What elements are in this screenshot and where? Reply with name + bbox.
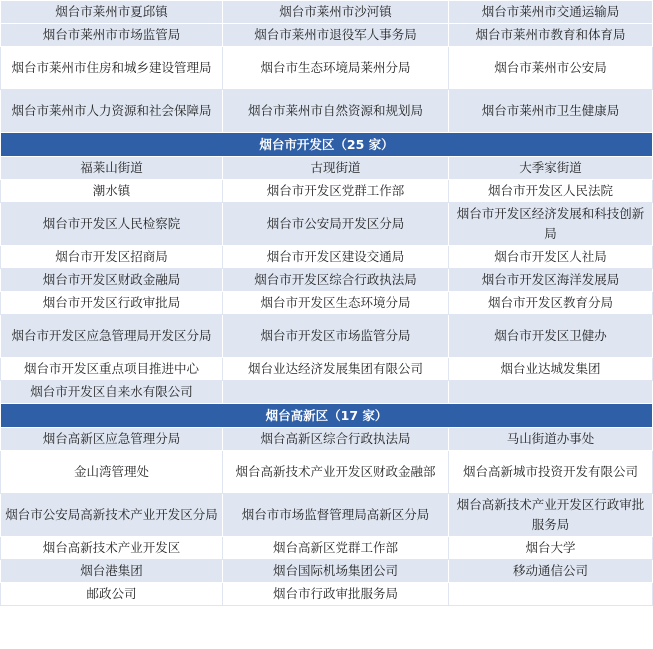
table-cell: 烟台市开发区建设交通局 [223, 246, 449, 269]
table-cell: 烟台市莱州市市场监管局 [1, 24, 223, 47]
table-cell: 烟台市市场监督管理局高新区分局 [223, 494, 449, 537]
table-row [1, 583, 653, 606]
table-cell: 金山湾管理处 [1, 451, 223, 494]
table-cell: 烟台市公安局高新技术产业开发区分局 [1, 494, 223, 537]
table-row [1, 381, 653, 404]
table-row [1, 203, 653, 246]
table-cell [449, 381, 653, 404]
table-cell: 烟台市莱州市退役军人事务局 [223, 24, 449, 47]
table-cell: 邮政公司 [1, 583, 223, 606]
table-row [1, 157, 653, 180]
table-row [1, 560, 653, 583]
table-cell: 烟台市莱州市夏邱镇 [1, 1, 223, 24]
table-cell: 烟台市莱州市教育和体育局 [449, 24, 653, 47]
table-cell: 烟台市开发区招商局 [1, 246, 223, 269]
table-row [1, 315, 653, 358]
table-cell: 古现街道 [223, 157, 449, 180]
table-cell: 烟台大学 [449, 537, 653, 560]
table-cell: 烟台市开发区行政审批局 [1, 292, 223, 315]
table-row [1, 24, 653, 47]
table-cell: 烟台市开发区人社局 [449, 246, 653, 269]
table-cell: 大季家街道 [449, 157, 653, 180]
table-cell: 烟台高新城市投资开发有限公司 [449, 451, 653, 494]
table-cell [223, 381, 449, 404]
table-cell: 烟台国际机场集团公司 [223, 560, 449, 583]
table-cell: 烟台市莱州市交通运输局 [449, 1, 653, 24]
table-row [1, 358, 653, 381]
table-cell: 烟台市开发区财政金融局 [1, 269, 223, 292]
table-cell: 烟台市莱州市自然资源和规划局 [223, 90, 449, 133]
table-cell: 烟台市开发区自来水有限公司 [1, 381, 223, 404]
table-cell: 烟台市开发区海洋发展局 [449, 269, 653, 292]
table-cell: 福莱山街道 [1, 157, 223, 180]
table-cell [449, 583, 653, 606]
table-cell: 烟台市开发区人民检察院 [1, 203, 223, 246]
table-cell: 烟台业达经济发展集团有限公司 [223, 358, 449, 381]
table-row [1, 494, 653, 537]
table-cell: 烟台高新技术产业开发区 [1, 537, 223, 560]
table-cell: 烟台高新区党群工作部 [223, 537, 449, 560]
table-row [1, 428, 653, 451]
section-title-gaoxinqu: 烟台高新区（17 家） [1, 404, 653, 428]
table-row [1, 180, 653, 203]
table-row [1, 269, 653, 292]
table-cell: 烟台港集团 [1, 560, 223, 583]
table-row [1, 292, 653, 315]
table-cell: 潮水镇 [1, 180, 223, 203]
table-row [1, 537, 653, 560]
table-cell: 移动通信公司 [449, 560, 653, 583]
table-cell: 烟台市莱州市住房和城乡建设管理局 [1, 47, 223, 90]
table-cell: 烟台市开发区党群工作部 [223, 180, 449, 203]
table-cell: 烟台高新技术产业开发区财政金融部 [223, 451, 449, 494]
table-cell: 烟台市莱州市公安局 [449, 47, 653, 90]
table-cell: 马山街道办事处 [449, 428, 653, 451]
table-cell: 烟台市开发区教育分局 [449, 292, 653, 315]
section-header [1, 133, 653, 157]
table-cell: 烟台市开发区人民法院 [449, 180, 653, 203]
table-cell: 烟台市开发区卫健办 [449, 315, 653, 358]
table-cell: 烟台市莱州市卫生健康局 [449, 90, 653, 133]
table-row [1, 47, 653, 90]
table-cell: 烟台高新区应急管理分局 [1, 428, 223, 451]
table-cell: 烟台市莱州市沙河镇 [223, 1, 449, 24]
table-cell: 烟台市开发区市场监管分局 [223, 315, 449, 358]
table-row [1, 451, 653, 494]
table-cell: 烟台市开发区重点项目推进中心 [1, 358, 223, 381]
table-cell: 烟台业达城发集团 [449, 358, 653, 381]
table-cell: 烟台市开发区综合行政执法局 [223, 269, 449, 292]
table-row [1, 90, 653, 133]
table-row [1, 246, 653, 269]
table-cell: 烟台市开发区经济发展和科技创新局 [449, 203, 653, 246]
table-cell: 烟台高新区综合行政执法局 [223, 428, 449, 451]
table-row [1, 1, 653, 24]
table-cell: 烟台市莱州市人力资源和社会保障局 [1, 90, 223, 133]
section-header [1, 404, 653, 428]
table-cell: 烟台市生态环境局莱州分局 [223, 47, 449, 90]
section-title-kaifaqu: 烟台市开发区（25 家） [1, 133, 653, 157]
table-cell: 烟台高新技术产业开发区行政审批服务局 [449, 494, 653, 537]
table-cell: 烟台市行政审批服务局 [223, 583, 449, 606]
table-cell: 烟台市开发区生态环境分局 [223, 292, 449, 315]
table-cell: 烟台市开发区应急管理局开发区分局 [1, 315, 223, 358]
table-cell: 烟台市公安局开发区分局 [223, 203, 449, 246]
